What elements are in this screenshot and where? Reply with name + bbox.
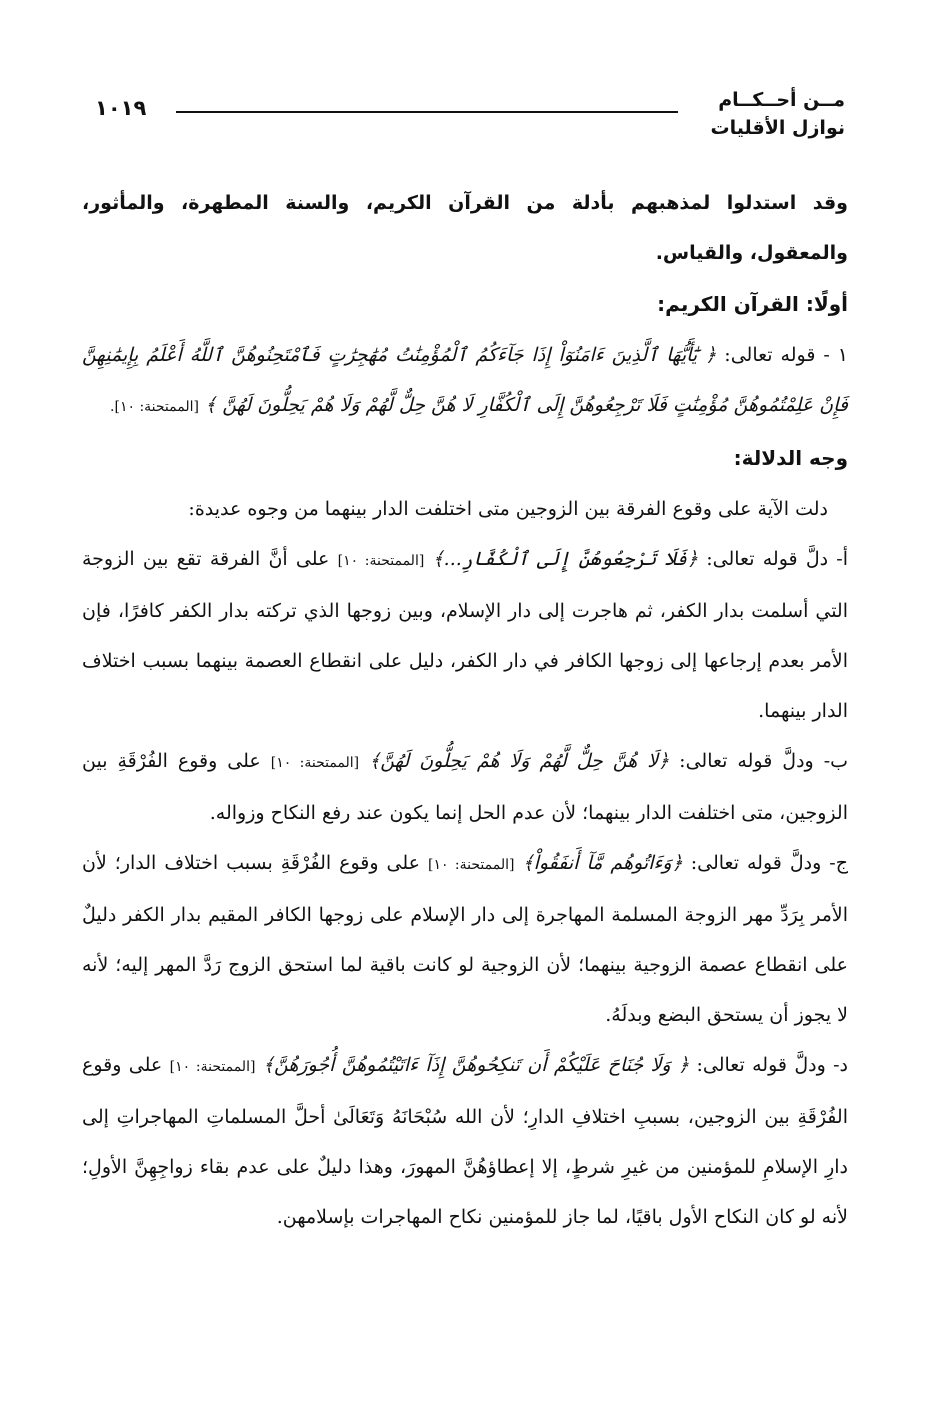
point-a-verse: ﴿فَلَا تَرْجِعُوهُنَّ إِلَى ٱلْكُفَّارِ...﴾: [432, 548, 698, 570]
page-number: ١٠١٩: [95, 96, 147, 120]
heading-dalala: وجه الدلالة:: [733, 446, 848, 470]
running-header-title: [711, 86, 845, 142]
point-a-text: على أنَّ الفرقة تقع بين الزوجة التي أسلمت بدار الكفر، ثم هاجرت إلى دار الإسلام، وبين زوجها الذي تركته بدار الكفر كافرًا، فإن الأمر بعدم إرجاعها إلى زوجها الكافر في دار الكفر، دليل على انقطاع العصمة بينهما بسبب اختلاف الدار بينهما.: [82, 548, 848, 722]
point-d-text: على وقوع الفُرْقَةِ بين الزوجين، بسببِ اختلافِ الدارِ؛ لأن الله سُبْحَانَهُ وَتَعَالَىٰ أحلَّ المسلماتِ المهاجراتِ إلى دارِ الإسلامِ للمؤمنين من غيرِ شرطٍ، إلا إعطاؤهُنَّ المهورَ، وهذا دليلٌ على عدم بقاء زواجِهِنَّ الأولِ؛ لأنه لو كان النكاح الأول باقيًا، لما جاز للمؤمنين نكاح المهاجرات بإسلامهن.: [82, 1054, 848, 1228]
verse-1-prefix: ١ - قوله تعالى:: [724, 344, 848, 366]
header-title-line1: مــن أحــكــام: [718, 89, 845, 111]
point-b-prefix: ب- ودلَّ قوله تعالى:: [679, 750, 848, 772]
body-text: [82, 178, 848, 1242]
point-d-prefix: د- ودلَّ قوله تعالى:: [696, 1054, 849, 1076]
point-c-prefix: ج- ودلَّ قوله تعالى:: [690, 852, 848, 874]
header-rule: [176, 111, 678, 113]
point-b-text: على وقوع الفُرْقَةِ بين الزوجين، متى اختلفت الدار بينهما؛ لأن عدم الحل إنما يكون عند رفع النكاح وزواله.: [82, 750, 848, 824]
dalala-intro: دلت الآية على وقوع الفرقة بين الزوجين متى اختلفت الدار بينهما من وجوه عديدة:: [188, 498, 828, 520]
point-a-paragraph: [82, 534, 848, 736]
heading-quran: أولًا: القرآن الكريم:: [657, 292, 848, 316]
point-c-verse: ﴿وَءَاتُوهُم مَّآ أَنفَقُواْ﴾: [522, 852, 683, 874]
verse-1-text: ﴿ يَٰٓأَيُّهَا ٱلَّذِينَ ءَامَنُوٓاْ إِذَا جَآءَكُمُ ٱلْمُؤْمِنَٰتُ مُهَٰجِرَٰتٍ فَٱمْتَحِنُوهُنَّ ٱللَّهُ أَعْلَمُ بِإِيمَٰنِهِنَّ فَإِنْ عَلِمْتُمُوهُنَّ مُؤْمِنَٰتٍ فَلَا تَرْجِعُوهُنَّ إِلَى ٱلْكُفَّارِ لَا هُنَّ حِلٌّ لَّهُمْ وَلَا هُمْ يَحِلُّونَ لَهُنَّ ﴾: [82, 344, 848, 416]
verse-1-reference: [الممتحنة: ١٠].: [110, 399, 199, 415]
header-title-line2: نوازل الأقليات: [710, 117, 845, 139]
point-b-reference: [الممتحنة: ١٠]: [270, 755, 360, 771]
point-b-paragraph: [82, 736, 848, 838]
point-d-reference: [الممتحنة: ١٠]: [169, 1059, 256, 1075]
point-d-verse: ﴿ وَلَا جُنَاحَ عَلَيْكُمْ أَن تَنكِحُوهُنَّ إِذَآ ءَاتَيْتُمُوهُنَّ أُجُورَهُنَّ﴾: [262, 1054, 690, 1076]
point-a-prefix: أ- دلَّ قوله تعالى:: [706, 548, 849, 570]
intro-paragraph: وقد استدلوا لمذهبهم بأدلة من القرآن الكريم، والسنة المطهرة، والمأثور، والمعقول، والقياس.: [82, 192, 848, 264]
verse-1-paragraph: [82, 330, 848, 432]
point-c-text: على وقوع الفُرْقَةِ بسبب اختلاف الدار؛ لأن الأمر بِرَدِّ مهر الزوجة المسلمة المهاجرة إلى دار الإسلام على زوجها الكافر المقيم بدار الكفر دليلٌ على انقطاع عصمة الزوجية بينهما؛ لأن الزوجية لو كانت باقية لما استحق الزوج رَدَّ المهر إليه؛ لأنه لا يجوز أن يستحق البضع وبدلَهُ.: [82, 852, 848, 1026]
point-c-reference: [الممتحنة: ١٠]: [428, 857, 515, 873]
point-d-paragraph: [82, 1040, 848, 1242]
point-c-paragraph: [82, 838, 848, 1040]
point-b-verse: ﴿لَا هُنَّ حِلٌّ لَّهُمْ وَلَا هُمْ يَحِلُّونَ لَهُنَّ﴾: [369, 750, 670, 772]
point-a-reference: [الممتحنة: ١٠]: [337, 553, 425, 569]
